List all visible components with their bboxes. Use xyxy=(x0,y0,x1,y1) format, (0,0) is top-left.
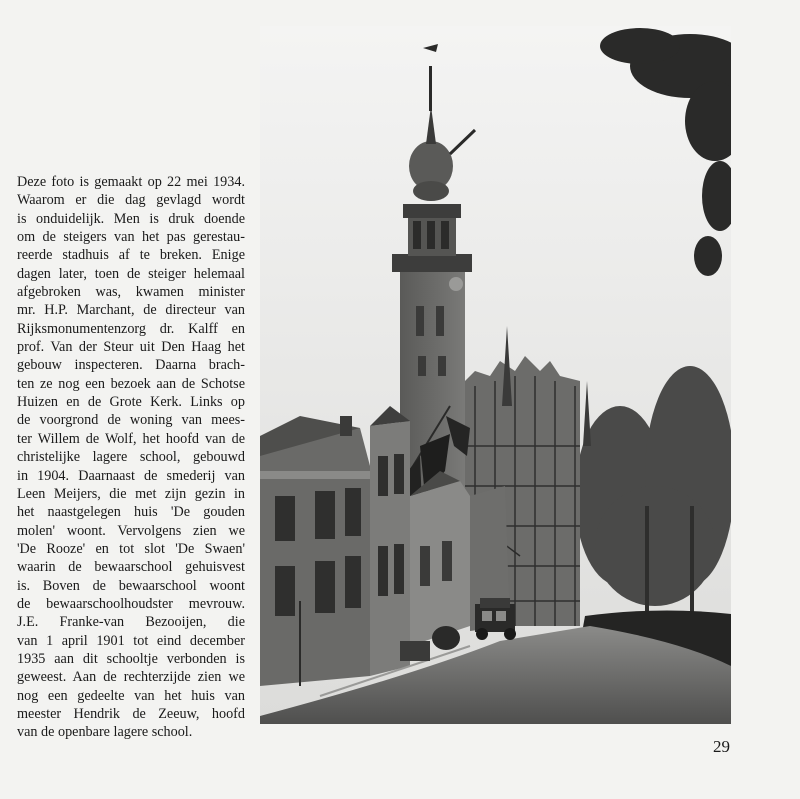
caption-line: is. Boven de bewaarschool woont xyxy=(17,577,245,594)
caption-line: dagen later, toen de steiger helemaal xyxy=(17,265,245,282)
round-shrub xyxy=(432,626,460,650)
caption-line: 1935 aan dit schooltje verbonden is xyxy=(17,650,245,667)
caption-line: Leen Meijers, die met zijn gezin in xyxy=(17,485,245,502)
caption-line: 'De Rooze' en tot slot 'De Swaen' xyxy=(17,540,245,557)
caption-line: molen' woont. Vervolgens zien we xyxy=(17,522,245,539)
caption-line: reerde stadhuis af te breken. Enige xyxy=(17,247,245,264)
caption-line: Rijksmonumentenzorg dr. Kalff en xyxy=(17,320,245,337)
caption-line: prof. Van der Steur uit Den Haag het xyxy=(17,339,245,356)
caption-line: van 1 april 1901 tot eind december xyxy=(17,632,245,649)
caption-line: afgebroken was, kwamen minister xyxy=(17,284,245,301)
town-hall-tower-photo xyxy=(260,26,731,724)
caption-line: Deze foto is gemaakt op 22 mei 1934. xyxy=(17,174,245,190)
page-number: 29 xyxy=(713,737,730,756)
caption-line: mr. H.P. Marchant, de directeur van xyxy=(17,302,245,319)
caption-line: meester Hendrik de Zeeuw, hoofd xyxy=(17,705,245,722)
caption-line: J.E. Franke-van Bezooijen, die xyxy=(17,614,245,631)
caption-line: is onduidelijk. Men is druk doende xyxy=(17,210,245,227)
cart xyxy=(400,641,430,661)
caption-line: Waarom er die dag gevlagd wordt xyxy=(17,192,245,209)
caption-line: het naastgelegen huis 'De gouden xyxy=(17,504,245,521)
caption-line: van de openbare lagere school. xyxy=(17,724,193,741)
caption-line: waarin de bewaarschool gehuisvest xyxy=(17,559,245,576)
caption-line: ten ze nog een bezoek aan de Schotse xyxy=(17,375,245,392)
caption-line: geweest. Aan de rechterzijde zien we xyxy=(17,669,245,686)
caption-line: de bewaarschoolhoudster mevrouw. xyxy=(17,595,245,612)
caption-line: gebouw inspecteren. Daarna brach- xyxy=(17,357,245,374)
caption-text xyxy=(17,173,245,742)
caption-line: om de steigers van het pas gerestau- xyxy=(17,229,245,246)
caption-line: nog een gedeelte van het huis van xyxy=(17,687,245,704)
historic-photo xyxy=(260,26,731,724)
caption-line: de voorgrond de woning van mees- xyxy=(17,412,245,429)
caption-line: christelijke lagere school, gebouwd xyxy=(17,449,245,466)
caption-line: in 1904. Daarnaast de smederij van xyxy=(17,467,245,484)
caption-line: Huizen en de Grote Kerk. Links op xyxy=(17,394,245,411)
caption-line: ter Willem de Wolf, het hoofd van de xyxy=(17,430,245,447)
